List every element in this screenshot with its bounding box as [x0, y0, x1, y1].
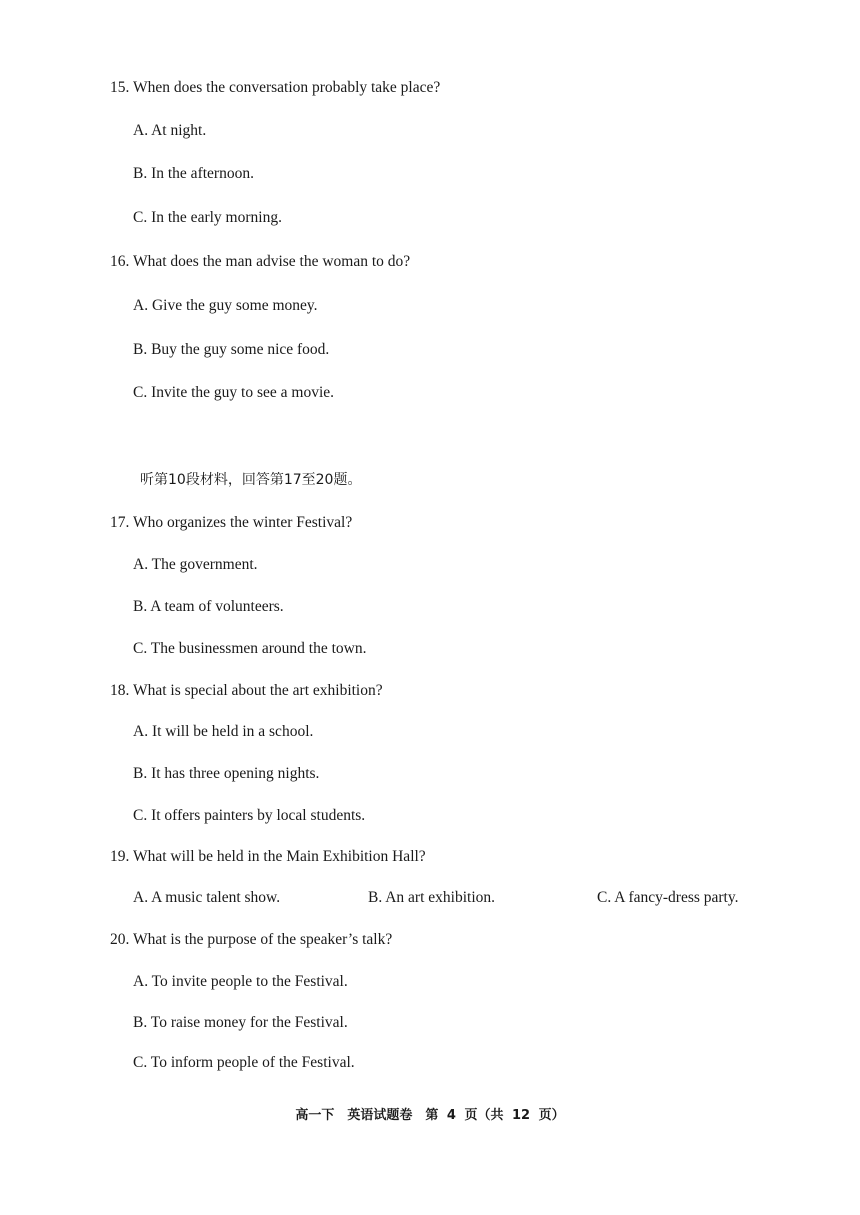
option-20-b: B. To raise money for the Festival.: [133, 1014, 348, 1031]
option-15-b: B. In the afternoon.: [133, 165, 254, 182]
option-19-b: B. An art exhibition.: [368, 889, 496, 906]
option-20-c: C. To inform people of the Festival.: [133, 1054, 355, 1071]
option-18-a: A. It will be held in a school.: [133, 723, 314, 740]
option-18-c: C. It offers painters by local students.: [133, 807, 366, 824]
question-16: 16. What does the man advise the woman to do?: [110, 253, 411, 270]
option-20-a: A. To invite people to the Festival.: [133, 973, 348, 990]
option-16-b: B. Buy the guy some nice food.: [133, 341, 330, 358]
option-16-c: C. Invite the guy to see a movie.: [133, 384, 335, 401]
page-footer: 高一下 英语试题卷 第 4 页（共 12 页）: [295, 1108, 565, 1123]
option-15-a: A. At night.: [133, 122, 207, 139]
option-15-c: C. In the early morning.: [133, 209, 282, 226]
option-19-a: A. A music talent show.: [133, 889, 281, 906]
question-19: 19. What will be held in the Main Exhibition Hall?: [110, 848, 426, 865]
section-instruction: 听第10段材料，回答第17至20题。: [140, 472, 362, 488]
option-18-b: B. It has three opening nights.: [133, 765, 320, 782]
option-17-a: A. The government.: [133, 556, 258, 573]
option-16-a: A. Give the guy some money.: [133, 297, 318, 314]
question-20: 20. What is the purpose of the speaker’s talk?: [110, 931, 393, 948]
option-17-c: C. The businessmen around the town.: [133, 640, 367, 657]
question-15: 15. When does the conversation probably take place?: [110, 79, 441, 96]
question-17: 17. Who organizes the winter Festival?: [110, 514, 353, 531]
option-19-c: C. A fancy-dress party.: [597, 889, 739, 906]
question-18: 18. What is special about the art exhibition?: [110, 682, 383, 699]
option-17-b: B. A team of volunteers.: [133, 598, 284, 615]
